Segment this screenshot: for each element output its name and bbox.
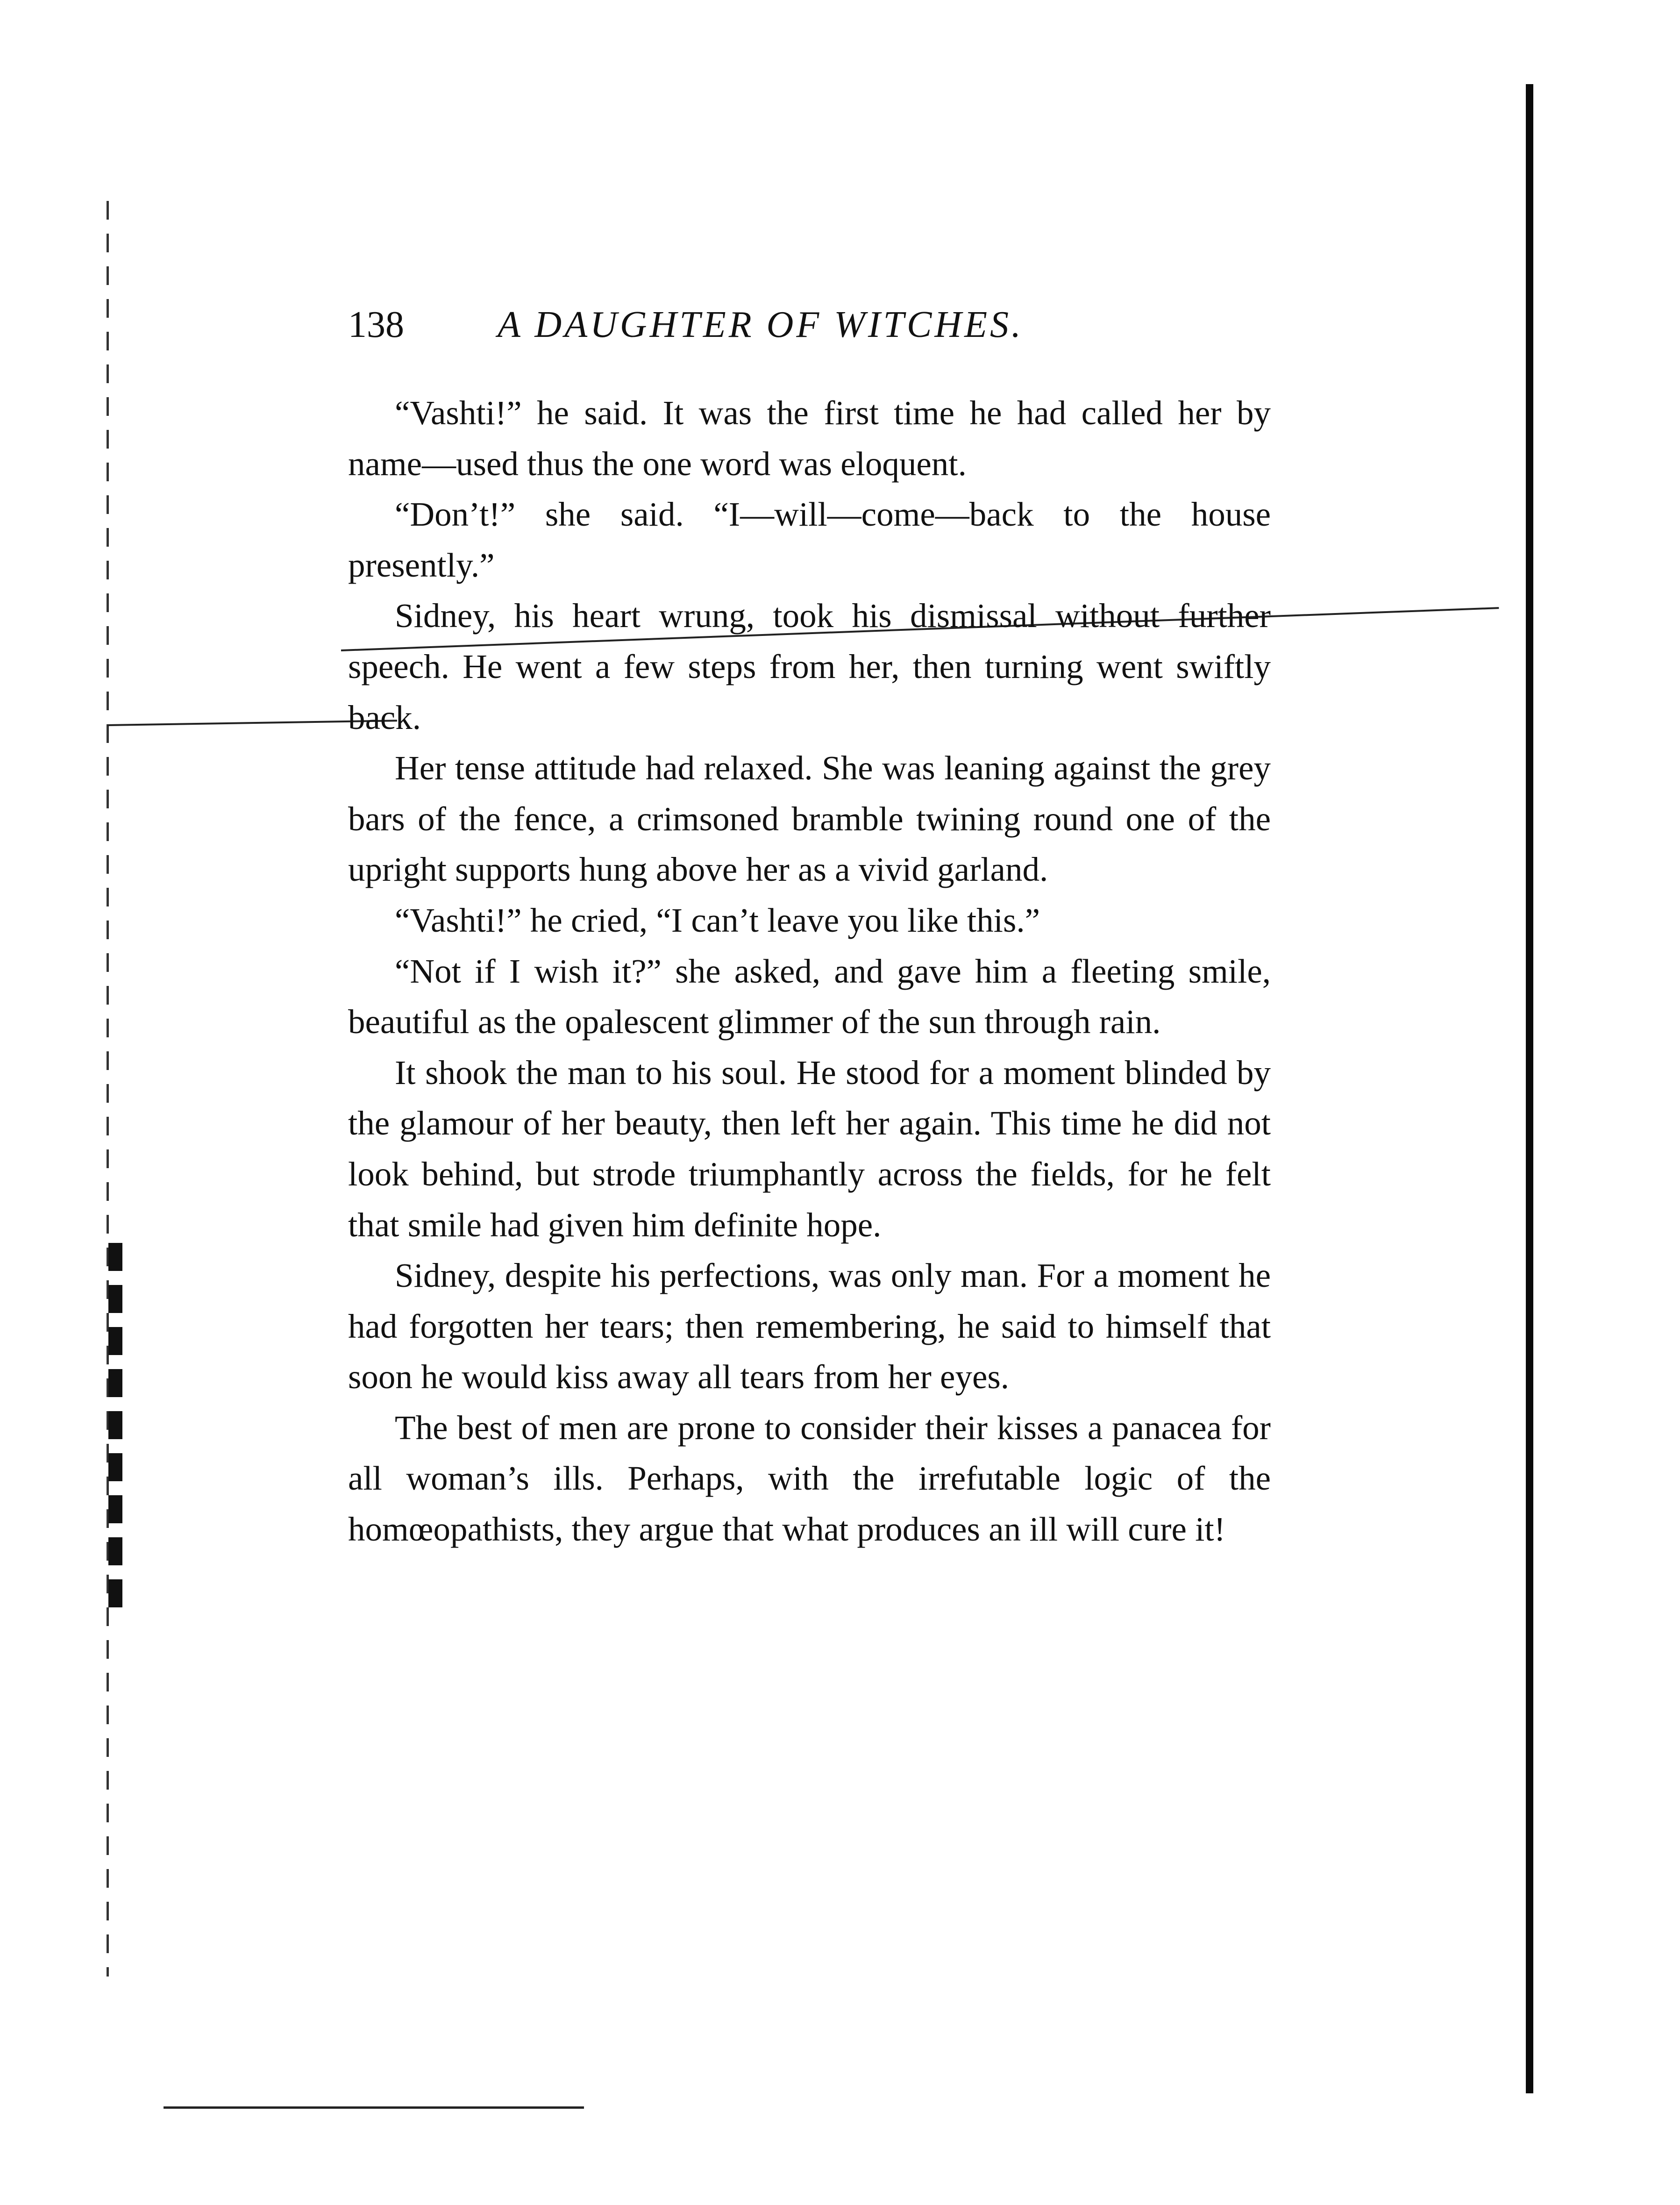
scan-edge-left: [107, 201, 109, 1977]
scan-edge-bottom: [164, 2106, 584, 2109]
running-header: [348, 299, 1142, 350]
paragraph: Her tense attitude had relaxed. She was leaning against the grey bars of the fence, a crimsoned bramble twining round one of the upright supports hung above her as a vivid garland.: [348, 749, 1271, 889]
paragraph: It shook the man to his soul. He stood for a moment blinded by the glamour of her beauty, then left her again. This time he did not look behind, but strode triumphantly across the fields, for he felt that smile had given him definite hope.: [348, 1053, 1271, 1244]
running-title: A DAUGHTER OF WITCHES.: [498, 304, 1024, 345]
scan-edge-left-marks: [108, 1243, 122, 1617]
paragraph: Sidney, his heart wrung, took his dismissal without further speech. He went a few steps from her, then turning went swiftly back.: [348, 597, 1271, 736]
page-number: 138: [348, 304, 404, 345]
paragraph: The best of men are prone to consider their kisses a panacea for all woman’s ills. Perhaps, with the irrefutable logic of the homœopathists, they argue that what produces an ill will cure it!: [348, 1408, 1271, 1548]
paragraph: “Don’t!” she said. “I—will—come—back to the house presently.”: [348, 495, 1271, 584]
paragraph: “Vashti!” he cried, “I can’t leave you like this.”: [395, 901, 1040, 939]
scan-edge-right: [1526, 84, 1533, 2093]
body-text: [348, 388, 1271, 1555]
paragraph: Sidney, despite his perfections, was only man. For a moment he had forgotten her tears; then remembering, he said to himself that soon he would kiss away all tears from her eyes.: [348, 1256, 1271, 1396]
paragraph: “Vashti!” he said. It was the first time he had called her by name—used thus the one word was eloquent.: [348, 394, 1271, 483]
paragraph: “Not if I wish it?” she asked, and gave him a fleeting smile, beautiful as the opalescent glimmer of the sun through rain.: [348, 952, 1271, 1041]
